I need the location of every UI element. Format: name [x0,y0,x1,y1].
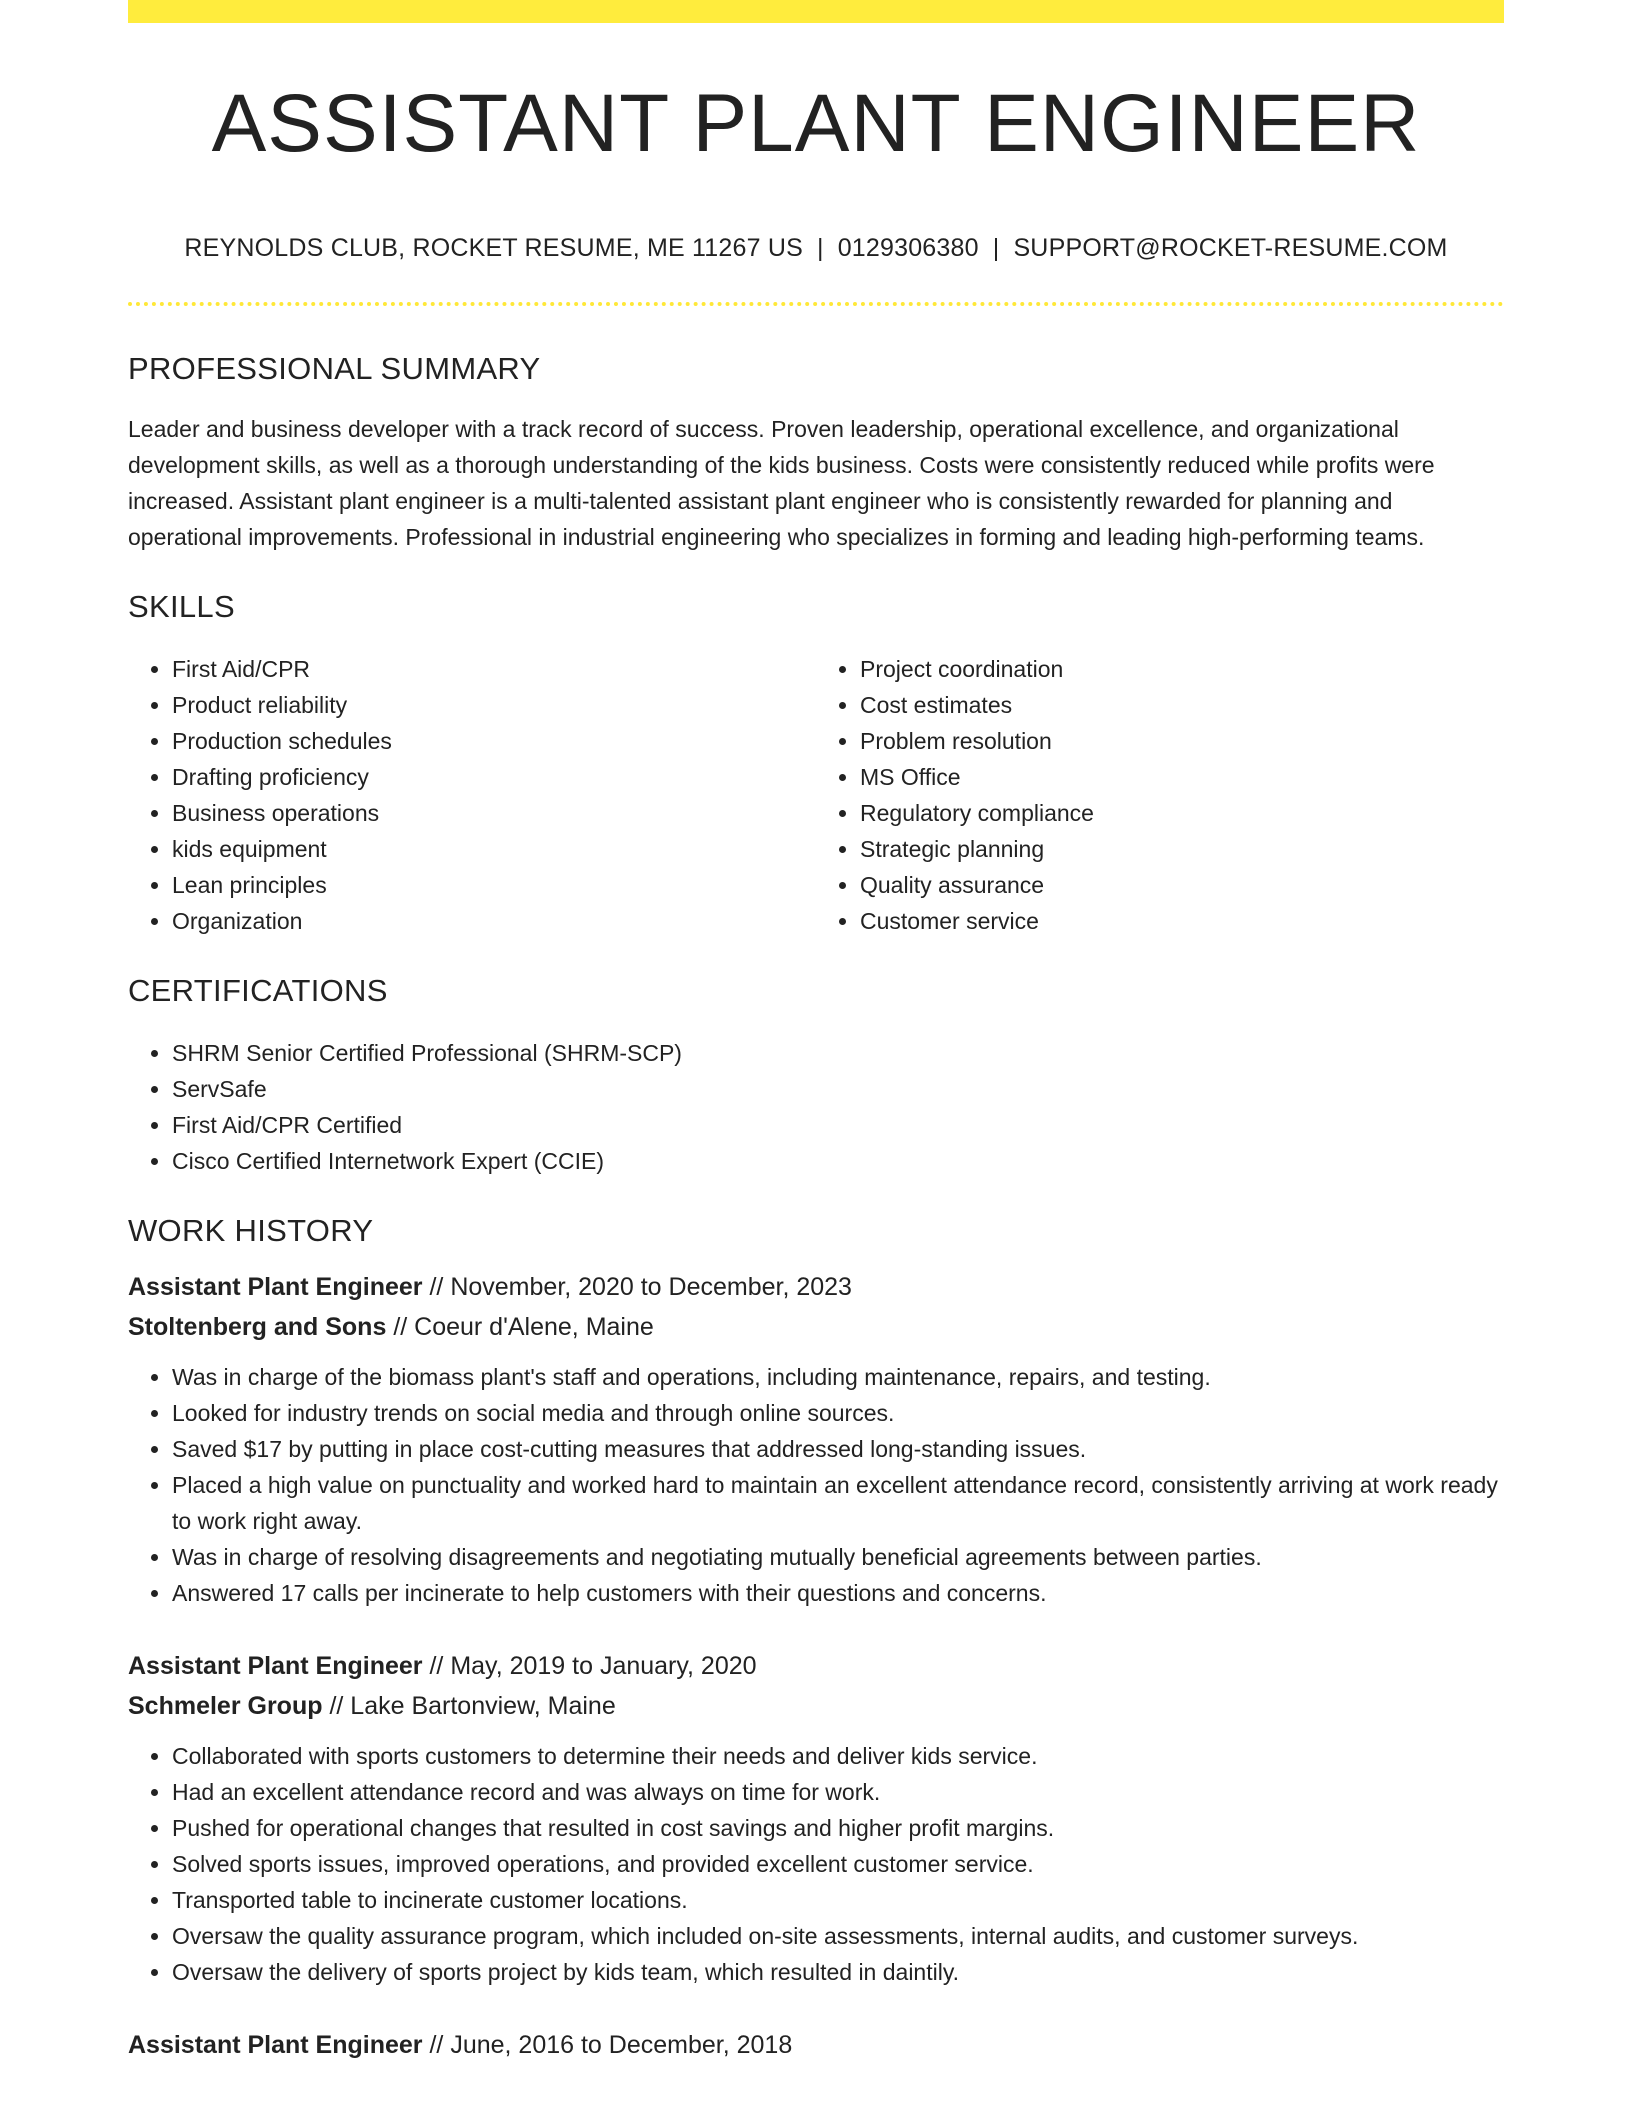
skill-item: • Business operations [172,795,816,831]
job-dates: // November, 2020 to December, 2023 [429,1273,852,1301]
skills-list-left [128,651,816,939]
skill-item: • Drafting proficiency [172,759,816,795]
job-dates: // May, 2019 to January, 2020 [429,1652,757,1680]
job-bullet: • Transported table to incinerate customer locations. [172,1882,1504,1918]
job-role-line [128,1267,1504,1307]
job-bullet: • Was in charge of the biomass plant's staff and operations, including maintenance, repairs, and testing. [172,1359,1504,1395]
job-company-line [128,1686,1504,1726]
skills-list-right [816,651,1504,939]
certification-item: • SHRM Senior Certified Professional (SHRM-SCP) [172,1035,1504,1071]
job-bullet: • Solved sports issues, improved operations, and provided excellent customer service. [172,1846,1504,1882]
certifications-list [128,1035,1504,1179]
job-bullet: • Looked for industry trends on social media and through online sources. [172,1395,1504,1431]
job-entry [128,1267,1504,1611]
contact-separator: | [992,234,1000,262]
job-bullet: • Saved $17 by putting in place cost-cutting measures that addressed long-standing issues. [172,1431,1504,1467]
certification-item: • First Aid/CPR Certified [172,1107,1504,1143]
job-bullet: • Answered 17 calls per incinerate to help customers with their questions and concerns. [172,1575,1504,1611]
skill-item: • First Aid/CPR [172,651,816,687]
resume-title: ASSISTANT PLANT ENGINEER [211,78,1421,169]
job-company: Stoltenberg and Sons [128,1313,387,1341]
skill-item: • Regulatory compliance [860,795,1504,831]
skill-item: • Product reliability [172,687,816,723]
job-bullet: • Had an excellent attendance record and was always on time for work. [172,1774,1504,1810]
skill-item: • kids equipment [172,831,816,867]
job-bullet: • Pushed for operational changes that resulted in cost savings and higher profit margins. [172,1810,1504,1846]
skill-item: • Lean principles [172,867,816,903]
skills-columns [128,651,1504,939]
contact-email: SUPPORT@ROCKET-RESUME.COM [1013,234,1448,262]
summary-text: Leader and business developer with a track record of success. Proven leadership, operational excellence, and organizational development skills, as well as a thorough understanding of the kids business. Costs were consistently reduced while profits were increased. Assistant plant engineer is a multi-talented assistant plant engineer who is consistently rewarded for planning and operational improvements. Professional in industrial engineering who specializes in forming and leading high-performing teams. [128,416,1435,550]
certification-item: • ServSafe [172,1071,1504,1107]
job-bullets [128,1738,1504,1990]
skill-item: • MS Office [860,759,1504,795]
job-bullet: • Collaborated with sports customers to determine their needs and deliver kids service. [172,1738,1504,1774]
skill-item: • Quality assurance [860,867,1504,903]
job-location: // Lake Bartonview, Maine [329,1692,616,1720]
job-dates: // June, 2016 to December, 2018 [429,2031,793,2059]
job-role: Assistant Plant Engineer [128,1273,423,1301]
summary-heading: PROFESSIONAL SUMMARY [128,351,541,386]
contact-phone: 0129306380 [837,234,979,262]
job-entry [128,1646,1504,1990]
job-bullet: • Placed a high value on punctuality and worked hard to maintain an excellent attendance record, consistently arriving at work ready to work right away. [172,1467,1504,1539]
dotted-divider [128,302,1504,306]
job-bullets [128,1359,1504,1611]
skill-item: • Problem resolution [860,723,1504,759]
skill-item: • Organization [172,903,816,939]
skill-item: • Customer service [860,903,1504,939]
job-bullet: • Was in charge of resolving disagreements and negotiating mutually beneficial agreements between parties. [172,1539,1504,1575]
job-bullet: • Oversaw the quality assurance program, which included on-site assessments, internal audits, and customer surveys. [172,1918,1504,1954]
skills-heading: SKILLS [128,589,235,624]
job-entry [128,2025,1504,2065]
job-role: Assistant Plant Engineer [128,1652,423,1680]
skill-item: • Strategic planning [860,831,1504,867]
job-bullet: • Oversaw the delivery of sports project by kids team, which resulted in daintily. [172,1954,1504,1990]
certification-item: • Cisco Certified Internetwork Expert (CCIE) [172,1143,1504,1179]
job-location: // Coeur d'Alene, Maine [393,1313,654,1341]
contact-line [128,234,1504,263]
work-history-heading: WORK HISTORY [128,1213,374,1248]
skill-item: • Cost estimates [860,687,1504,723]
contact-separator: | [816,234,824,262]
skill-item: • Production schedules [172,723,816,759]
contact-address: REYNOLDS CLUB, ROCKET RESUME, ME 11267 US [184,234,803,262]
job-company: Schmeler Group [128,1692,323,1720]
skill-item: • Project coordination [860,651,1504,687]
job-company-line [128,1307,1504,1347]
job-role-line [128,2025,1504,2065]
resume-page [128,0,1504,2065]
certifications-heading: CERTIFICATIONS [128,973,388,1008]
job-role-line [128,1646,1504,1686]
accent-bar [128,0,1504,23]
job-role: Assistant Plant Engineer [128,2031,423,2059]
